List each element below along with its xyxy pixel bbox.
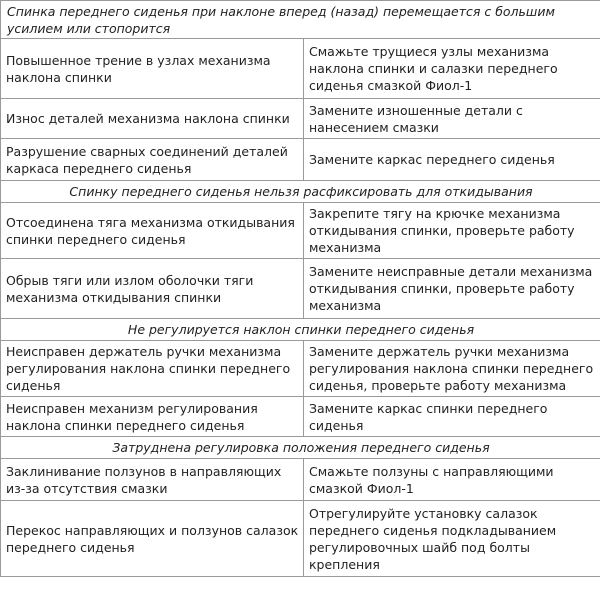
remedy-text: Замените неисправные детали механизма откидывания спинки, проверьте работу механизма	[309, 264, 593, 313]
remedy-text: Смажьте трущиеся узлы механизма наклона спинки и салазки переднего сиденья смазкой Фиол-1	[309, 44, 558, 93]
cause-cell	[1, 397, 304, 437]
remedy-cell	[304, 397, 600, 437]
cause-text: Разрушение сварных соединений деталей каркаса переднего сиденья	[6, 143, 288, 176]
remedy-cell	[304, 501, 600, 577]
remedy-cell	[304, 459, 600, 501]
cause-text: Отсоединена тяга механизма откидывания спинки переднего сиденья	[6, 214, 295, 247]
cause-cell	[1, 203, 304, 259]
section-title	[1, 319, 600, 341]
table-row	[1, 501, 600, 577]
table-row	[1, 341, 600, 397]
table-row	[1, 397, 600, 437]
cause-cell	[1, 99, 304, 139]
remedy-cell	[304, 203, 600, 259]
table-row	[1, 139, 600, 181]
remedy-text: Замените каркас спинки переднего сиденья	[309, 400, 548, 433]
section-title-text: Спинку переднего сиденья нельзя расфиксировать для откидывания	[69, 184, 533, 199]
cause-text: Износ деталей механизма наклона спинки	[6, 111, 290, 126]
table-row	[1, 99, 600, 139]
table-row	[1, 203, 600, 259]
cause-cell	[1, 501, 304, 577]
cause-text: Заклинивание ползунов в направляющих из-за отсутствия смазки	[6, 463, 282, 496]
cause-text: Обрыв тяги или излом оболочки тяги механизма откидывания спинки	[6, 272, 254, 305]
remedy-cell	[304, 259, 600, 319]
section-title-text: Спинка переднего сиденья при наклоне вперед (назад) перемещается с большим усилием или стопорится	[7, 3, 555, 36]
remedy-text: Замените каркас переднего сиденья	[309, 152, 555, 167]
cause-text: Повышенное трение в узлах механизма наклона спинки	[6, 52, 271, 85]
cause-cell	[1, 39, 304, 99]
remedy-text: Замените изношенные детали с нанесением смазки	[309, 102, 523, 135]
section-header-row	[1, 437, 600, 459]
section-title-text: Не регулируется наклон спинки переднего сиденья	[127, 322, 475, 337]
cause-cell	[1, 139, 304, 181]
remedy-cell	[304, 139, 600, 181]
cause-cell	[1, 259, 304, 319]
table-row	[1, 459, 600, 501]
remedy-cell	[304, 39, 600, 99]
table-row	[1, 259, 600, 319]
section-title	[1, 437, 600, 459]
section-header-row	[1, 1, 600, 39]
remedy-text: Смажьте ползуны с направляющими смазкой Фиол-1	[309, 463, 554, 496]
remedy-text: Закрепите тягу на крючке механизма откидывания спинки, проверьте работу механизма	[309, 206, 575, 255]
section-title	[1, 1, 600, 39]
remedy-cell	[304, 99, 600, 139]
section-title	[1, 181, 600, 203]
cause-text: Неисправен держатель ручки механизма регулирования наклона спинки переднего сиденья	[6, 344, 291, 393]
section-header-row	[1, 181, 600, 203]
cause-text: Неисправен механизм регулирования наклона спинки переднего сиденья	[6, 400, 258, 433]
remedy-text: Замените держатель ручки механизма регулирования наклона спинки переднего сиденья, проверьте работу механизма	[309, 344, 594, 393]
section-header-row	[1, 319, 600, 341]
remedy-cell	[304, 341, 600, 397]
section-title-text: Затруднена регулировка положения переднего сиденья	[112, 440, 490, 455]
remedy-text: Отрегулируйте установку салазок переднего сиденья подкладыванием регулировочных шайб под болты крепления	[309, 505, 557, 572]
cause-cell	[1, 341, 304, 397]
cause-cell	[1, 459, 304, 501]
cause-text: Перекос направляющих и ползунов салазок переднего сиденья	[6, 522, 299, 555]
table-row	[1, 39, 600, 99]
